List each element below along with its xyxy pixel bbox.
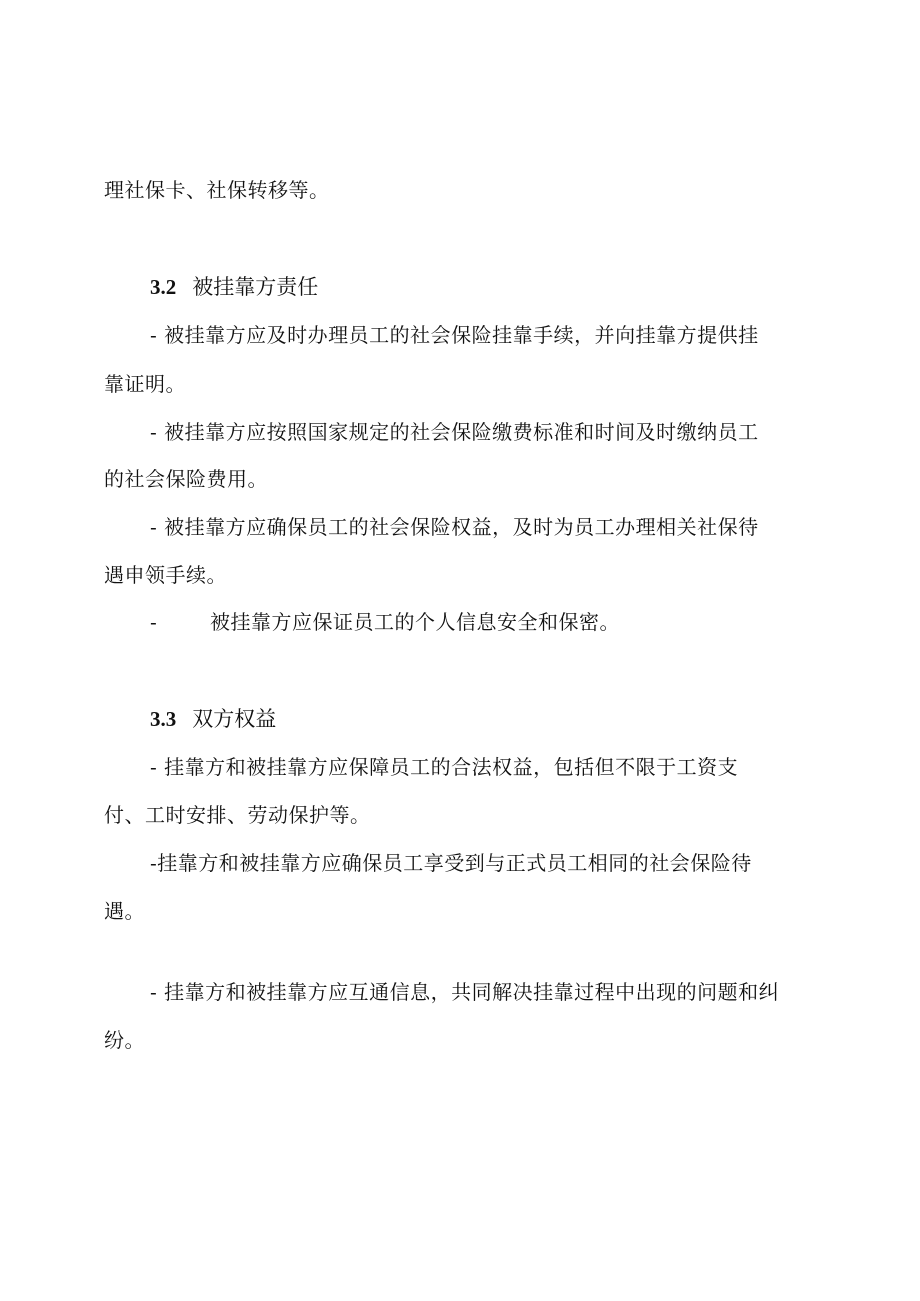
paragraph-line: - 被挂靠方应按照国家规定的社会保险缴费标准和时间及时缴纳员工	[150, 420, 759, 444]
section-heading-3-2	[150, 274, 318, 300]
paragraph-line: - 被挂靠方应确保员工的社会保险权益，及时为员工办理相关社保待	[150, 515, 759, 539]
paragraph-line: -挂靠方和被挂靠方应确保员工享受到与正式员工相同的社会保险待	[150, 851, 752, 875]
carryover-text-line: 理社保卡、社保转移等。	[104, 178, 330, 202]
paragraph-line: 纷。	[104, 1028, 145, 1052]
paragraph-line: 的社会保险费用。	[104, 467, 268, 491]
bullet-dash: -	[150, 610, 158, 634]
section-number: 3.3	[150, 707, 177, 731]
section-number: 3.2	[150, 275, 177, 299]
section-title: 被挂靠方责任	[192, 275, 319, 299]
paragraph-line: - 挂靠方和被挂靠方应保障员工的合法权益，包括但不限于工资支	[150, 755, 739, 779]
paragraph-line: 付、工时安排、劳动保护等。	[104, 803, 371, 827]
paragraph-line	[150, 610, 620, 634]
paragraph-line: 遇。	[104, 899, 145, 923]
paragraph-line: - 被挂靠方应及时办理员工的社会保险挂靠手续，并向挂靠方提供挂	[150, 323, 759, 347]
paragraph-line: 遇申领手续。	[104, 563, 227, 587]
section-title: 双方权益	[192, 707, 277, 731]
paragraph-line: 靠证明。	[104, 372, 186, 396]
bullet-text: 被挂靠方应保证员工的个人信息安全和保密。	[210, 610, 620, 634]
paragraph-line: - 挂靠方和被挂靠方应互通信息，共同解决挂靠过程中出现的问题和纠	[150, 980, 780, 1004]
section-heading-3-3	[150, 706, 276, 732]
